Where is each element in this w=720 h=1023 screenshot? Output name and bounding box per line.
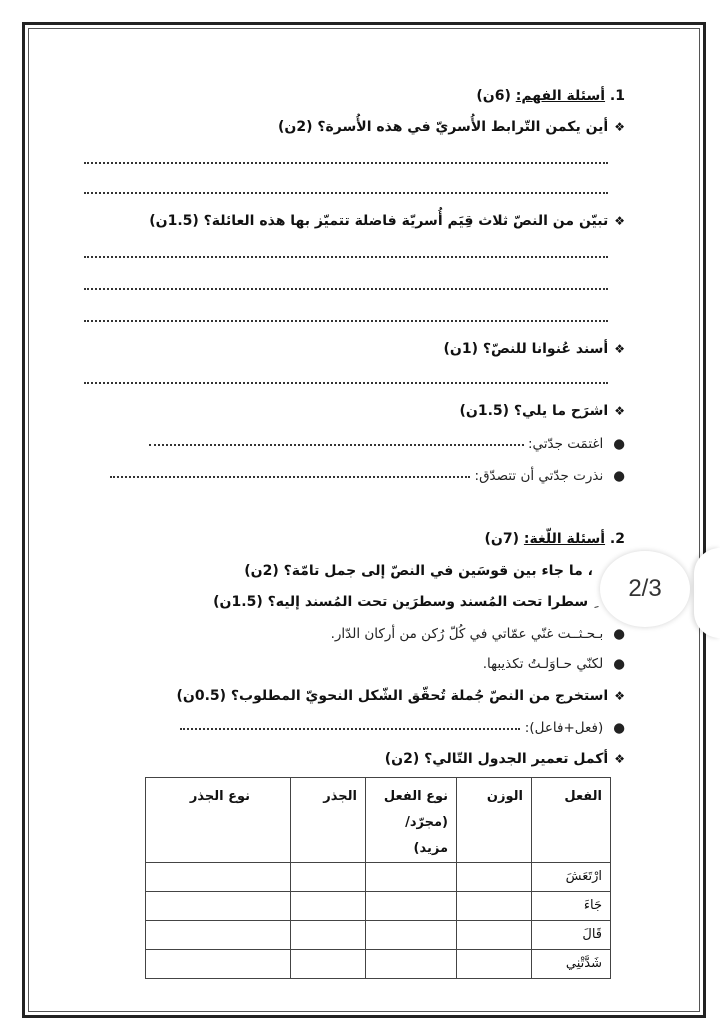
answer-line[interactable] — [84, 190, 608, 194]
section-title: أسئلة الفهم: — [515, 88, 606, 104]
section-title: أسئلة اللّغة: — [523, 531, 606, 547]
list-item — [180, 720, 625, 736]
page-indicator — [600, 551, 690, 627]
item-text: (فعل+فاعل): — [524, 720, 604, 736]
question-text: اشرَح ما يلي؟ (1.5ن) — [459, 403, 609, 419]
answer-line[interactable] — [110, 475, 470, 478]
answer-cell[interactable] — [366, 863, 457, 892]
bullet-icon: ● — [613, 626, 625, 642]
question-text: أسند عُنوانا للنصّ؟ (1ن) — [443, 341, 609, 357]
question-3 — [443, 341, 625, 357]
item-text: اغتمَت جدّتي: — [527, 436, 604, 452]
question-2 — [149, 213, 625, 229]
section2-heading — [485, 531, 625, 547]
table-row — [146, 892, 611, 921]
answer-line[interactable] — [84, 286, 608, 290]
answer-cell[interactable] — [457, 892, 532, 921]
header-root: الجذر — [291, 778, 366, 863]
answer-line[interactable] — [84, 318, 608, 322]
header-verb: الفعل — [532, 778, 611, 863]
list-item — [110, 468, 625, 484]
verb-cell: شَدَّتْنِي — [532, 950, 611, 979]
question-text: ، ما جاء بين قوسَين في النصّ إلى جمل تامّة؟ (2ن) — [244, 563, 593, 579]
page-indicator-label: 2/3 — [628, 575, 662, 602]
section-points: (6ن) — [476, 88, 511, 104]
item-text: لكنّي حـاوَلـتُ تكذيبها. — [482, 656, 604, 672]
question-text: تبيّن من النصّ ثلاث قِيَم أُسريّة فاضلة تتميّز بها هذه العائلة؟ (1.5ن) — [149, 213, 609, 229]
answer-cell[interactable] — [457, 863, 532, 892]
section-points: (7ن) — [484, 531, 520, 547]
question-text: استخرج من النصّ جُملة تُحقّق الشّكل النحويّ المطلوب؟ (0.5ن) — [176, 688, 609, 704]
answer-cell[interactable] — [366, 892, 457, 921]
question-7 — [176, 688, 625, 704]
answer-line[interactable] — [84, 380, 608, 384]
diamond-bullet-icon: ❖ — [614, 689, 625, 703]
diamond-bullet-icon: ❖ — [614, 342, 625, 356]
table-row — [146, 863, 611, 892]
question-6 — [213, 594, 593, 610]
diamond-bullet-icon: ❖ — [614, 404, 625, 418]
table-header-row — [146, 778, 611, 863]
list-item — [149, 436, 625, 452]
next-page-bubble[interactable] — [694, 548, 720, 638]
verb-cell: قَالَ — [532, 921, 611, 950]
answer-cell[interactable] — [146, 863, 291, 892]
diamond-bullet-icon: ❖ — [614, 214, 625, 228]
verb-table — [145, 777, 611, 979]
question-text: أكمل تعمير الجدول التّالي؟ (2ن) — [384, 751, 609, 767]
question-8 — [385, 751, 625, 767]
section-number: 1. — [609, 88, 625, 104]
answer-cell[interactable] — [146, 892, 291, 921]
verb-cell: ارْتَعَشَ — [532, 863, 611, 892]
answer-line[interactable] — [84, 254, 608, 258]
answer-cell[interactable] — [291, 892, 366, 921]
question-4 — [459, 403, 625, 419]
bullet-icon: ● — [613, 468, 625, 484]
bullet-icon: ● — [613, 720, 625, 736]
answer-cell[interactable] — [457, 921, 532, 950]
answer-line[interactable] — [149, 443, 524, 446]
verb-cell: جَاءَ — [532, 892, 611, 921]
header-root-type: نوع الجذر — [146, 778, 291, 863]
section-number: 2. — [609, 531, 625, 547]
answer-line[interactable] — [180, 727, 520, 730]
diamond-bullet-icon: ❖ — [614, 120, 625, 134]
list-item — [483, 656, 625, 672]
list-item — [331, 626, 625, 642]
header-pattern: الوزن — [457, 778, 532, 863]
answer-cell[interactable] — [146, 921, 291, 950]
question-1 — [278, 119, 625, 135]
bullet-icon: ● — [613, 656, 625, 672]
answer-cell[interactable] — [366, 950, 457, 979]
bullet-icon: ● — [613, 436, 625, 452]
question-text: أين يكمن التّرابط الأُسريّ في هذه الأُسرة؟ (2ن) — [278, 119, 609, 135]
answer-cell[interactable] — [291, 921, 366, 950]
table-row — [146, 921, 611, 950]
answer-cell[interactable] — [457, 950, 532, 979]
section1-heading — [476, 88, 625, 104]
answer-cell[interactable] — [366, 921, 457, 950]
diamond-bullet-icon: ❖ — [614, 752, 625, 766]
question-5 — [244, 563, 593, 579]
item-text: نذرت جدّتي أن تتصدّق: — [474, 468, 604, 484]
table-row — [146, 950, 611, 979]
question-text: ِ سطرا تحت المُسند وسطرَين تحت المُسند إليه؟ (1.5ن) — [213, 594, 593, 610]
answer-line[interactable] — [84, 160, 608, 164]
header-verb-type: نوع الفعل (مجرّد/مزيد) — [366, 778, 457, 863]
answer-cell[interactable] — [146, 950, 291, 979]
item-text: بـحـثــت غنّي عمّاتي في كُلّ رُكن من أركان الدّار. — [330, 626, 604, 642]
answer-cell[interactable] — [291, 950, 366, 979]
answer-cell[interactable] — [291, 863, 366, 892]
